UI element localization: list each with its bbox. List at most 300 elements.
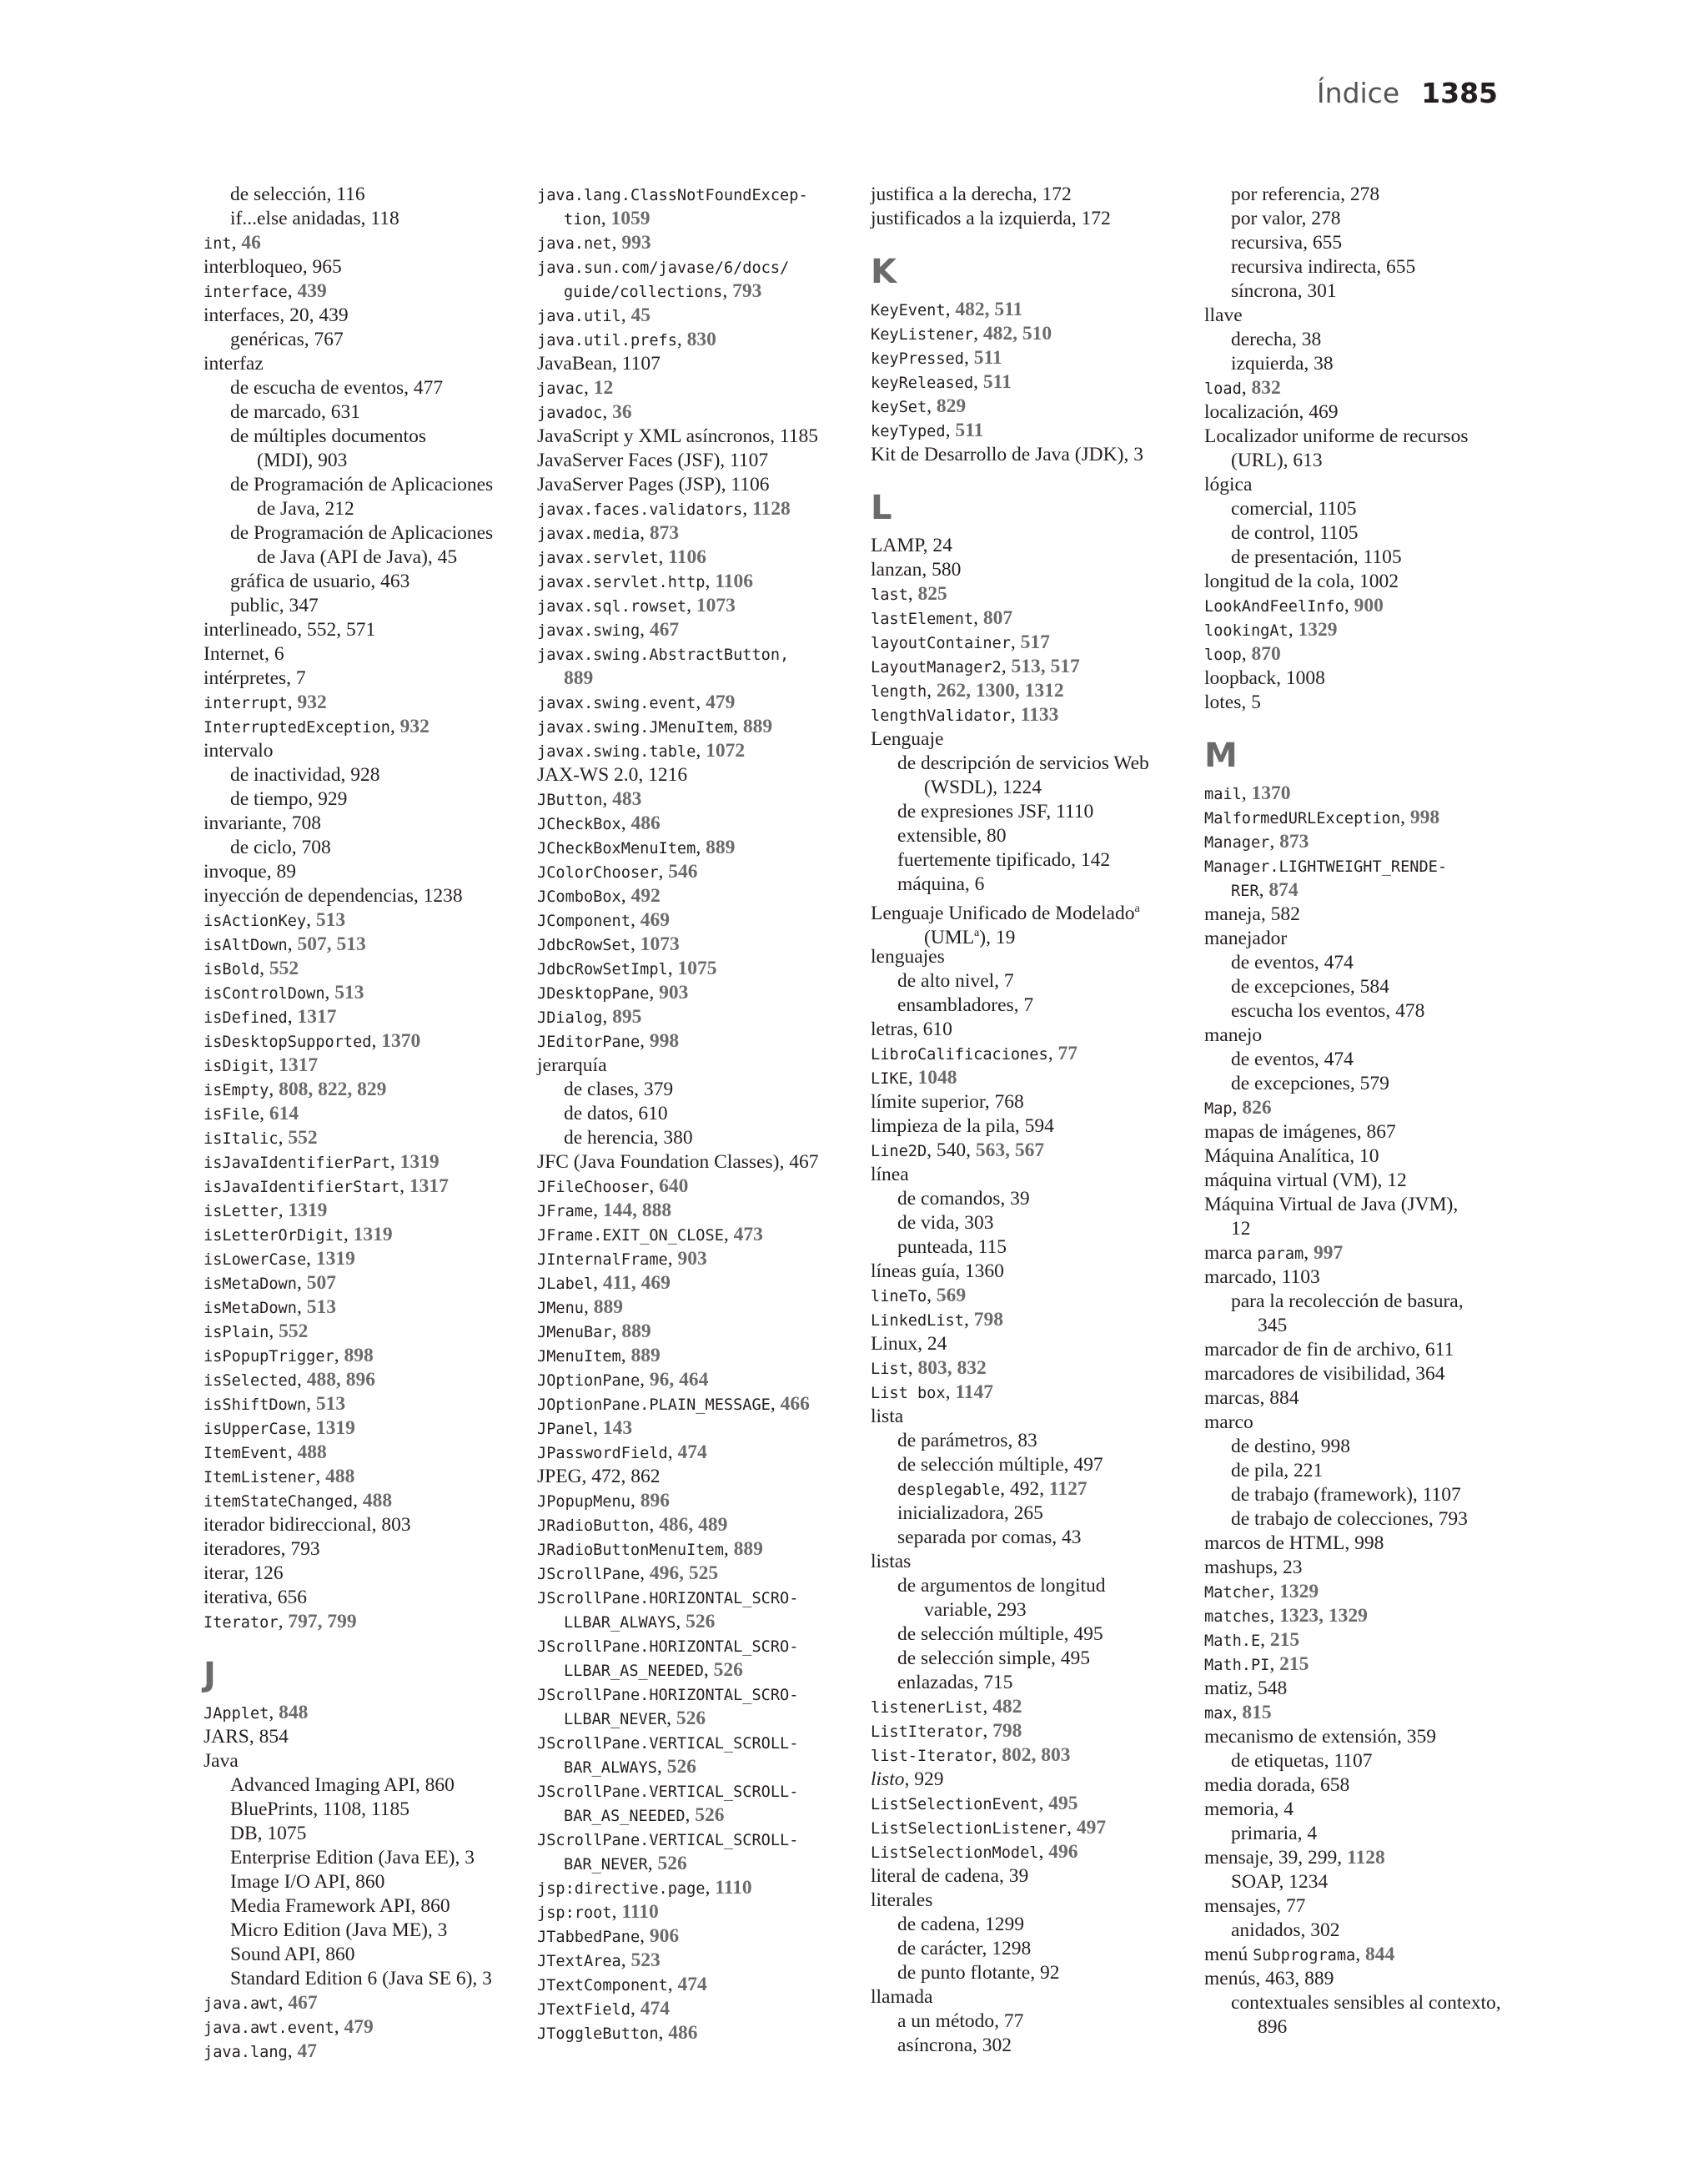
entry-term: de Java (API de Java), 45 [257, 546, 458, 568]
index-subentry [871, 1187, 1204, 1211]
index-entry [203, 933, 504, 957]
index-subentry [203, 546, 504, 570]
separator: , [287, 1006, 298, 1028]
entry-term: JCheckBox [537, 816, 621, 833]
index-entry [203, 1295, 504, 1320]
entry-pages-defining: 466 [780, 1393, 810, 1415]
index-entry [1204, 618, 1515, 642]
running-header-title: Índice [1316, 77, 1400, 109]
entry-term: Image I/O API, 860 [230, 1871, 385, 1893]
entry-term: interface [203, 284, 288, 301]
entry-term: isLowerCase [203, 1251, 307, 1269]
index-entry [537, 1537, 854, 1562]
index-entry [537, 425, 854, 449]
separator: , [1038, 1841, 1049, 1863]
index-entry [1204, 691, 1515, 715]
index-entry [1204, 1556, 1515, 1580]
entry-pages-defining: 143 [602, 1417, 633, 1439]
separator: , [611, 232, 622, 254]
entry-pages-defining: 844 [1364, 1944, 1395, 1965]
index-entry [203, 666, 504, 691]
entry-pages-defining: 467 [288, 1992, 318, 2014]
entry-pages-defining: 526 [713, 1659, 743, 1681]
entry-pages-defining: 802, 803 [1002, 1744, 1071, 1766]
index-entry [1204, 1894, 1515, 1919]
index-subentry [871, 969, 1204, 993]
entry-term: comercial, 1105 [1231, 498, 1357, 520]
entry-term: SOAP, 1234 [1231, 1871, 1329, 1893]
entry-term: JScrollPane.VERTICAL_SCROLL- [537, 1783, 799, 1801]
separator: , [287, 933, 298, 955]
entry-term: de Java, 212 [257, 498, 354, 520]
index-entry [1204, 1580, 1515, 1604]
letter-heading: M [1204, 737, 1238, 775]
entry-term: marca [1204, 1242, 1258, 1264]
entry-term: JMenu [537, 1300, 584, 1317]
separator: , [389, 716, 400, 737]
entry-term: loopback, 1008 [1204, 667, 1325, 689]
superscript: a [1134, 903, 1140, 915]
separator: , [1269, 1581, 1280, 1602]
separator: , [602, 788, 613, 810]
index-entry [1204, 400, 1515, 425]
entry-term: JRadioButtonMenuItem [537, 1542, 724, 1559]
entry-term: de alto nivel, 7 [897, 970, 1014, 992]
separator: , [1355, 1944, 1365, 1965]
entry-term: memoria, 4 [1204, 1798, 1294, 1820]
entry-pages-defining: 889 [593, 1296, 623, 1318]
index-entry [1204, 1943, 1515, 1967]
index-subentry [203, 521, 504, 546]
separator: , [640, 619, 650, 641]
entry-term: java.lang [203, 2044, 288, 2061]
index-entry [203, 908, 504, 933]
index-subentry [203, 1894, 504, 1919]
entry-pages-defining: 495 [1048, 1793, 1078, 1814]
index-entry [203, 1416, 504, 1441]
index-subentry [871, 824, 1204, 848]
entry-term: isDigit [203, 1058, 269, 1075]
index-entry [537, 1054, 854, 1078]
index-entry [537, 304, 854, 328]
entry-pages-defining: 517 [1020, 631, 1050, 653]
entry-pages-defining: 1106 [715, 571, 753, 592]
separator: , [334, 1345, 344, 1366]
entry-term: marcado, 1103 [1204, 1266, 1320, 1288]
entry-term: RER [1231, 883, 1259, 900]
index-entry [537, 1441, 854, 1465]
index-subentry [871, 993, 1204, 1018]
entry-pages-defining: 1319 [399, 1151, 440, 1173]
entry-pages-defining: 932 [297, 692, 327, 713]
entry-term: Map [1204, 1100, 1233, 1118]
entry-pages-defining: 486 [668, 2022, 698, 2044]
entry-term: LIKE [871, 1070, 908, 1088]
entry-term: jerarquía [537, 1054, 607, 1076]
entry-term: de eventos, 474 [1231, 1049, 1354, 1070]
index-subentry [1204, 878, 1515, 903]
entry-term: javax.media [537, 526, 640, 543]
entry-term: de punto flotante, 92 [897, 1962, 1060, 1984]
index-entry [203, 1029, 504, 1054]
separator: , [770, 1393, 781, 1415]
entry-term: separada por comas, 43 [897, 1527, 1082, 1548]
index-entry [203, 304, 504, 328]
separator: , [640, 1030, 650, 1052]
separator: , [733, 716, 743, 737]
index-entry [871, 1719, 1204, 1743]
entry-term: JPopupMenu [537, 1493, 630, 1511]
index-subentry [203, 1919, 504, 1943]
entry-pages-defining: 262, 1300, 1312 [936, 680, 1064, 702]
entry-term: (WSDL), 1224 [924, 777, 1042, 798]
entry-term: BluePrints, 1108, 1185 [230, 1798, 409, 1820]
entry-term: JDialog [537, 1009, 603, 1027]
entry-term: BAR_NEVER [564, 1856, 648, 1874]
entry-pages-defining: 793 [732, 280, 762, 302]
index-entry [1204, 1604, 1515, 1628]
entry-term: de Programación de Aplicaciones [230, 522, 494, 544]
separator: , [742, 498, 753, 520]
entry-pages-defining: 1323, 1329 [1279, 1605, 1368, 1627]
index-entry [871, 1889, 1204, 1913]
separator: , [287, 1441, 298, 1463]
entry-term: KeyEvent [871, 302, 946, 319]
entry-term: interbloqueo, 965 [203, 256, 342, 278]
separator: , [278, 1127, 289, 1149]
entry-pages-defining: 889 [564, 667, 594, 689]
entry-pages-defining: 486 [630, 812, 661, 834]
entry-term: javax.swing.event [537, 695, 696, 712]
separator: , [630, 933, 640, 955]
entry-term: JavaBean, 1107 [537, 353, 661, 375]
index-entry [537, 376, 854, 400]
entry-term: Math.PI [1204, 1657, 1270, 1674]
index-entry [203, 2015, 504, 2040]
entry-term: inicializadora, 265 [897, 1502, 1043, 1524]
separator: , [593, 1200, 603, 1221]
index-entry [871, 655, 1204, 679]
separator: , [666, 1708, 676, 1729]
entry-term: (UML [924, 926, 975, 948]
index-subentry [1204, 1822, 1515, 1846]
entry-term: Localizador uniforme de recursos [1204, 425, 1469, 447]
index-entry [1204, 1169, 1515, 1193]
index-subentry [1204, 1483, 1515, 1507]
entry-term: gráfica de usuario, 463 [230, 571, 410, 592]
section-gap [871, 231, 1204, 249]
index-subentry [537, 207, 854, 231]
entry-pages-defining: 874 [1268, 879, 1299, 901]
entry-term: línea [871, 1164, 909, 1185]
entry-term: Sound API, 860 [230, 1944, 355, 1965]
separator: , [602, 401, 613, 423]
separator: , [973, 371, 983, 393]
index-entry [537, 933, 854, 957]
entry-term: marcadores de visibilidad, 364 [1204, 1363, 1445, 1385]
entry-term: de destino, 998 [1231, 1436, 1350, 1457]
entry-term: mensaje, 39, 299, [1204, 1847, 1347, 1869]
entry-pages-defining: 1128 [1347, 1847, 1385, 1869]
index-entry [537, 884, 854, 908]
separator: , [600, 208, 611, 229]
index-entry [203, 1749, 504, 1773]
entry-term: JOptionPane [537, 1372, 640, 1390]
entry-term: JTabbedPane [537, 1929, 640, 1946]
entry-term: java.awt.event [203, 2020, 334, 2037]
separator: , [371, 1030, 382, 1052]
entry-term: keySet [871, 399, 927, 416]
index-entry [203, 1271, 504, 1295]
index-entry [537, 1368, 854, 1392]
index-subentry [871, 1477, 1204, 1501]
entry-term: anidados, 302 [1231, 1919, 1340, 1941]
separator: , [1067, 1817, 1077, 1838]
entry-pages-defining: 46 [241, 232, 261, 254]
index-entry [537, 231, 854, 255]
separator: , [269, 1702, 279, 1723]
entry-pages-defining: 815 [1242, 1702, 1272, 1723]
entry-pages-defining: 215 [1279, 1653, 1309, 1675]
index-subentry [537, 1610, 854, 1634]
entry-term: variable, 293 [924, 1599, 1027, 1621]
index-entry [1204, 1411, 1515, 1435]
entry-term: por referencia, 278 [1231, 184, 1380, 205]
index-entry [871, 1066, 1204, 1090]
index-entry [537, 1949, 854, 1973]
entry-term: marcas, 884 [1204, 1387, 1299, 1409]
entry-term: de datos, 610 [564, 1103, 668, 1124]
separator: , [287, 280, 298, 302]
index-subentry [537, 1126, 854, 1150]
index-subentry [871, 1647, 1204, 1671]
entry-term: a un método, 77 [897, 2010, 1024, 2032]
entry-pages-defining: 1075 [677, 958, 717, 979]
index-subentry [203, 787, 504, 812]
entry-term: iteradores, 793 [203, 1538, 320, 1560]
entry-pages-defining: 36 [612, 401, 632, 423]
entry-term: intérpretes, 7 [203, 667, 306, 689]
separator: , [1304, 1242, 1314, 1264]
entry-term: isPlain [203, 1324, 269, 1341]
separator: , [1010, 631, 1021, 653]
entry-term: inyección de dependencias, 1238 [203, 885, 463, 907]
entry-term: isLetterOrDigit [203, 1227, 344, 1245]
index-entry [871, 1792, 1204, 1816]
entry-term: JColorChooser [537, 864, 659, 882]
entry-pages-defining: 482, 510 [982, 323, 1052, 345]
separator: , [667, 1974, 678, 1995]
entry-term: JScrollPane.HORIZONTAL_SCRO- [537, 1687, 799, 1704]
entry-pages-defining: 523 [630, 1949, 661, 1971]
separator: , [982, 1720, 993, 1742]
index-subentry [1204, 255, 1515, 279]
entry-pages-defining: 497 [1076, 1817, 1107, 1838]
index-subentry [871, 1574, 1204, 1598]
entry-pages-defining: 808, 822, 829 [279, 1079, 387, 1100]
index-subentry [1204, 352, 1515, 376]
entry-term: ensambladores, 7 [897, 994, 1034, 1016]
separator: , [656, 1756, 667, 1778]
index-subentry [871, 2009, 1204, 2034]
index-entry [537, 739, 854, 763]
entry-term: ItemListener [203, 1469, 316, 1486]
entry-term: java.net [537, 235, 612, 253]
entry-pages-defining: 1106 [668, 546, 706, 568]
entry-pages-defining: 1133 [1020, 704, 1059, 726]
entry-pages-defining: 526 [686, 1611, 716, 1632]
index-entry [203, 1441, 504, 1465]
index-entry [537, 546, 854, 570]
entry-term: lógica [1204, 474, 1253, 495]
entry-pages-defining: 482, 511 [955, 299, 1023, 320]
separator: , [620, 1949, 631, 1971]
index-entry [203, 1223, 504, 1247]
entry-term: Lenguaje [871, 728, 944, 750]
entry-term: de cadena, 1299 [897, 1914, 1025, 1935]
index-entry [537, 594, 854, 618]
separator: , [667, 1248, 678, 1270]
index-entry [203, 352, 504, 376]
entry-term: de clases, 379 [564, 1079, 674, 1100]
entry-pages-defining: 993 [621, 232, 651, 254]
entry-term: JPasswordField [537, 1445, 668, 1462]
entry-term: 345 [1258, 1315, 1288, 1336]
index-entry [537, 1513, 854, 1537]
entry-term: de excepciones, 584 [1231, 976, 1389, 998]
entry-term: LAMP, 24 [871, 535, 952, 556]
entry-term: Linux, 24 [871, 1333, 947, 1355]
entry-pages-defining: 889 [630, 1345, 661, 1366]
index-entry [537, 1828, 854, 1852]
entry-pages-defining: 1317 [409, 1175, 449, 1197]
entry-term: Iterator [203, 1614, 279, 1632]
entry-term: de excepciones, 579 [1231, 1073, 1389, 1094]
separator: , [1269, 1653, 1280, 1675]
entry-pages-defining: 889 [621, 1320, 651, 1342]
index-entry [537, 473, 854, 497]
entry-term: Manager.LIGHTWEIGHT_RENDE- [1204, 858, 1448, 876]
separator: , [296, 1296, 307, 1318]
index-subentry [1204, 1991, 1515, 2015]
entry-pages-defining: 873 [649, 522, 680, 544]
entry-term: lanzan, 580 [871, 559, 962, 581]
entry-term: izquierda, 38 [1231, 353, 1334, 375]
separator: , [649, 1514, 660, 1536]
entry-pages-defining: 825 [917, 583, 947, 605]
entry-term: interrupt [203, 695, 288, 712]
entry-term: de descripción de servicios Web [897, 752, 1149, 774]
index-entry [871, 631, 1204, 655]
separator: , [306, 909, 316, 931]
entry-term: jsp:root [537, 1904, 612, 1922]
entry-term: keyPressed [871, 350, 964, 368]
index-entry [203, 1344, 504, 1368]
index-entry [203, 642, 504, 666]
index-entry [537, 1223, 854, 1247]
entry-term: lenguajes [871, 946, 945, 968]
entry-term: JEditorPane [537, 1034, 640, 1051]
entry-pages-defining: 1147 [955, 1381, 994, 1403]
index-subentry [871, 1429, 1204, 1453]
index-entry [537, 1731, 854, 1755]
entry-pages-defining: 486, 489 [659, 1514, 728, 1536]
entry-term: matches [1204, 1608, 1270, 1626]
entry-term: 12 [1231, 1218, 1251, 1240]
index-entry [537, 1924, 854, 1949]
separator: , [649, 1175, 660, 1197]
entry-term: Kit de Desarrollo de Java (JDK), 3 [871, 444, 1143, 465]
index-subentry [1204, 1435, 1515, 1459]
index-entry [537, 1344, 854, 1368]
entry-term: tion [564, 211, 601, 229]
index-subentry [871, 1622, 1204, 1647]
index-subentry [203, 473, 504, 497]
entry-term: para la recolección de basura, [1231, 1290, 1464, 1312]
separator: , [907, 1067, 918, 1089]
entry-term: JComponent [537, 913, 630, 930]
entry-term: keyTyped [871, 423, 946, 440]
entry-term: isMetaDown [203, 1275, 297, 1293]
entry-pages: , 492, [1000, 1478, 1049, 1500]
separator: , [269, 1054, 279, 1076]
entry-term: genéricas, 767 [230, 329, 344, 350]
running-header [1317, 77, 1498, 109]
separator: , [315, 1466, 326, 1487]
separator: , [667, 958, 678, 979]
index-entry [871, 1163, 1204, 1187]
entry-term: isItalic [203, 1130, 279, 1148]
entry-term: invoque, 89 [203, 861, 296, 883]
index-subentry [203, 1967, 504, 1991]
index-entry [871, 1332, 1204, 1356]
separator: , [583, 377, 594, 399]
index-subentry [1204, 1072, 1515, 1096]
section-gap [1204, 715, 1515, 733]
index-entry [203, 1991, 504, 2015]
index-entry [203, 1247, 504, 1271]
separator: , [269, 1320, 279, 1342]
entry-pages-defining: 807 [982, 607, 1013, 629]
index-subentry [1204, 2015, 1515, 2040]
entry-term: lookingAt [1204, 622, 1289, 640]
separator: , [963, 347, 974, 369]
index-entry [871, 1405, 1204, 1429]
index-subentry [871, 776, 1204, 800]
index-entry [871, 1840, 1204, 1864]
separator: , [723, 1538, 734, 1560]
entry-term: loop [1204, 646, 1242, 664]
index-entry [203, 1150, 504, 1175]
index-subentry [203, 1798, 504, 1822]
index-entry [537, 1247, 854, 1271]
entry-term: 896 [1258, 2016, 1288, 2038]
index-subentry [871, 1526, 1204, 1550]
entry-term: Math.E [1204, 1632, 1261, 1650]
entry-pages-defining: 513 [334, 982, 364, 1003]
separator: , [620, 1345, 631, 1366]
index-entry [537, 1416, 854, 1441]
index-entry [203, 691, 504, 715]
index-entry [1204, 570, 1515, 594]
entry-term: isJavaIdentifierPart [203, 1154, 390, 1172]
entry-term-italic: listo [871, 1768, 905, 1790]
entry-term: max [1204, 1705, 1233, 1723]
entry-term: JInternalFrame [537, 1251, 668, 1269]
entry-term: isControlDown [203, 985, 325, 1003]
entry-term: llave [1204, 304, 1243, 326]
entry-term: invariante, 708 [203, 812, 321, 834]
